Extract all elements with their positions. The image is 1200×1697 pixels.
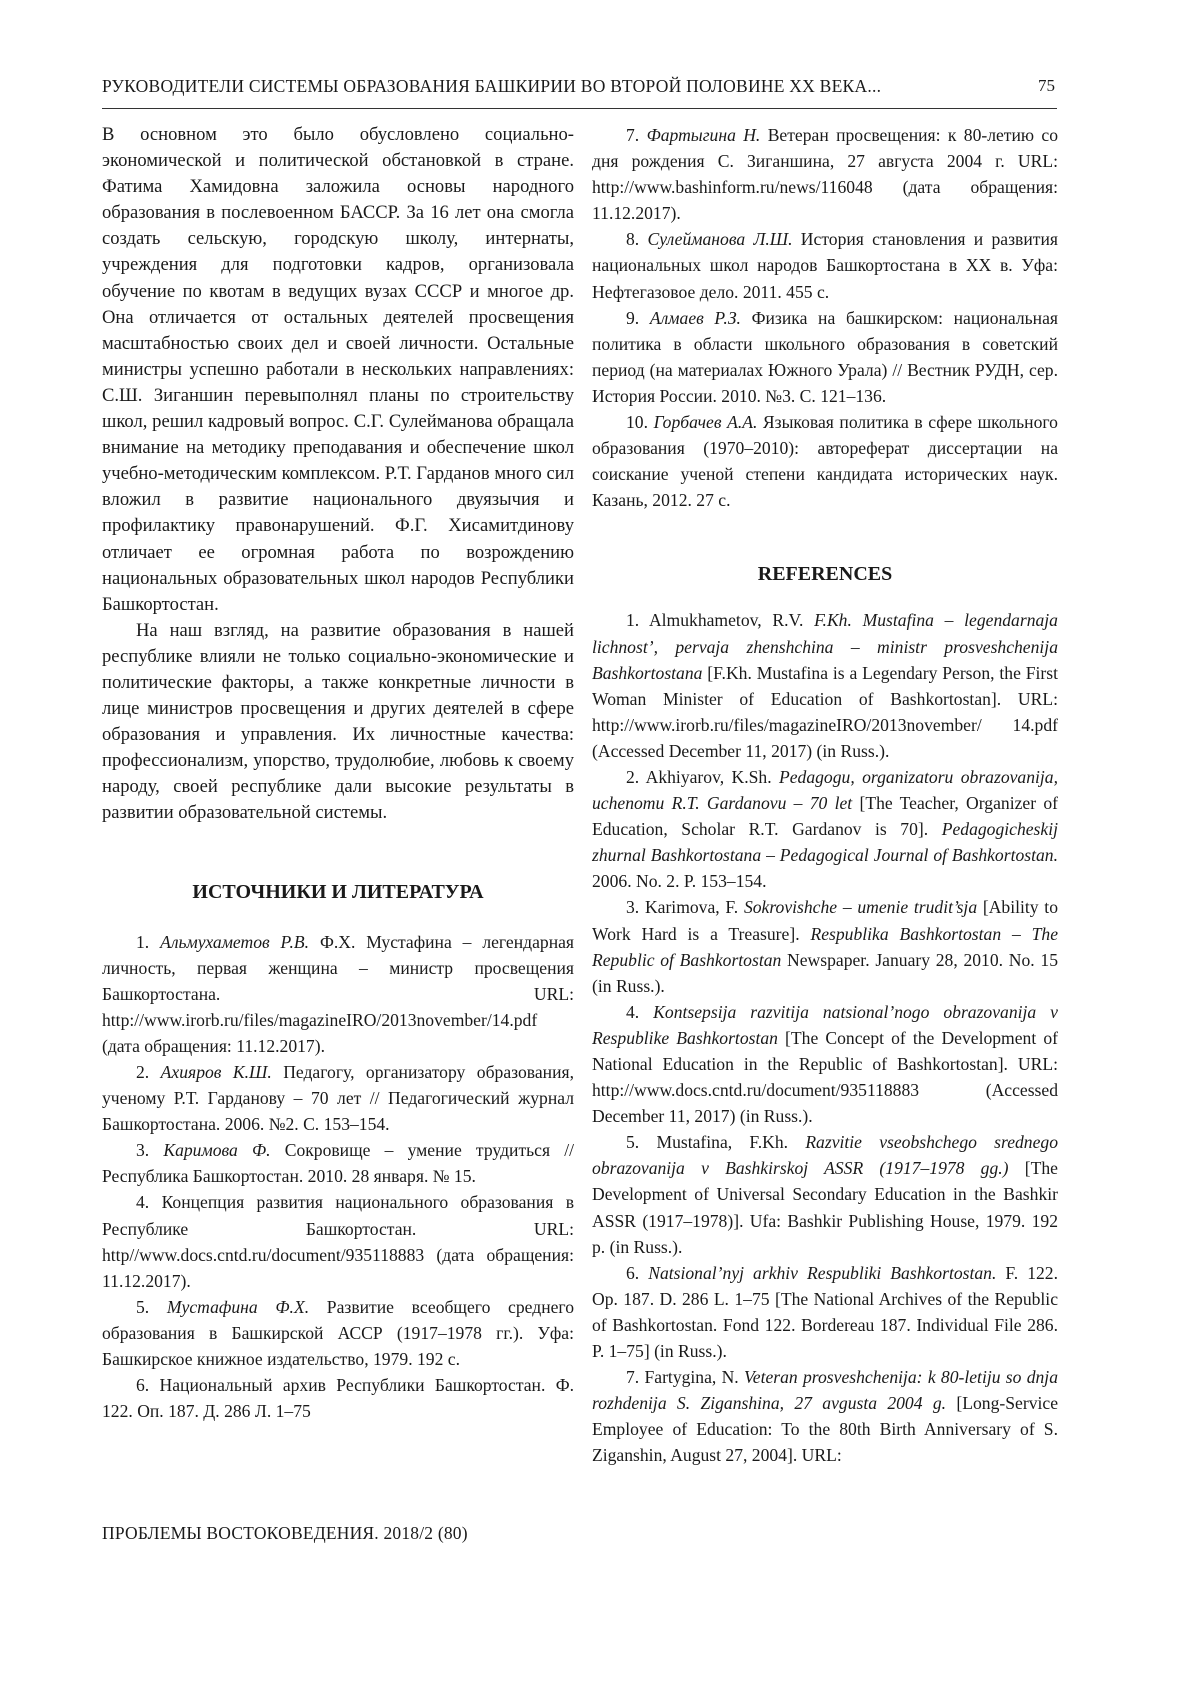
source-author: Фартыгина Н. (646, 125, 761, 145)
source-item: 7. Фартыгина Н. Ветеран просвещения: к 80-летию со дня рождения С. Зиганшина, 27 августа 2004 г. URL: http://www.bashinform.ru/news/116048 (дата обращения: 11.12.2017). (592, 125, 1059, 224)
body-paragraph: На наш взгляд, на развитие образования в нашей республике влияли не только социально-экономические и политические факторы, а также конкретные личности в лице министров просвещения и других деятелей в сфере образования и управления. Их личностные качества: профессионализм, упорство, трудолюбие, любовь к своему народу, своей республике дали высокие результаты в развитии образовательной системы. (102, 619, 574, 824)
running-header (102, 76, 1057, 109)
page-number: 75 (1038, 76, 1055, 95)
reference-item: 4. Kontsepsija razvitija natsional’nogo obrazovanija v Respublike Bashkortostan [The Concept of the Development of National Education in the Republic of Bashkortostan]. URL: http://www.docs.cntd.ru/document/935118883 (Accessed December 11, 2017) (in Russ.). (592, 1001, 1058, 1127)
source-item: 5. Мустафина Ф.Х. Развитие всеобщего среднего образования в Башкирской АССР (1917–1978 гг.). Уфа: Башкирское книжное издательство, 1979. 192 с. (102, 1296, 574, 1370)
source-author: Альмухаметов Р.В. (160, 931, 310, 952)
source-item: 9. Алмаев Р.З. Физика на башкирском: национальная политика в области школьного образования в советский период (на материалах Южного Урала) // Вестник РУДН, сер. История России. 2010. №3. С. 121–136. (592, 307, 1058, 406)
references-heading: REFERENCES (757, 563, 893, 586)
reference-item: 5. Mustafina, F.Kh. Razvitie vseobshchego srednego obrazovanija v Bashkirskoj ASSR (1917–1978 gg.) [The Development of Universal Secondary Education in the Bashkir ASSR (1917–1978)]. Ufa: Bashkir Publishing House, 1979. 192 p. (in Russ.). (592, 1132, 1058, 1257)
sources-list-continued (592, 122, 1058, 513)
source-item: 10. Горбачев А.А. Языковая политика в сфере школьного образования (1970–2010): автореферат диссертации на соискание ученой степени кандидата исторических наук. Казань, 2012. 27 с. (592, 412, 1058, 511)
journal-footer: ПРОБЛЕМЫ ВОСТОКОВЕДЕНИЯ. 2018/2 (80) (102, 1523, 468, 1543)
reference-item: 6. Natsional’nyj arkhiv Respubliki Bashkortostan. F. 122. Op. 187. D. 286 L. 1–75 [The National Archives of the Republic of Bashkortostan. Fond 122. Bordereau 187. Individual File 286. P. 1–75] (in Russ.). (592, 1262, 1058, 1362)
source-author: Ахияров К.Ш. (160, 1062, 272, 1082)
sources-list (102, 929, 574, 1425)
source-item: 8. Сулейманова Л.Ш. История становления и развития национальных школ народов Башкортостана в XX в. Уфа: Нефтегазовое дело. 2011. 455 с. (592, 229, 1058, 302)
right-column (592, 122, 1058, 1469)
source-item: 4. Концепция развития национального образования в Республике Башкортостан. URL: http//www.docs.cntd.ru/document/935118883 (дата обращения: 11.12.2017). (102, 1192, 574, 1291)
reference-item: 1. Almukhametov, R.V. F.Kh. Mustafina – legendarnaja lichnost’, pervaja zhenshchina – ministr prosveshchenija Bashkortostana [F.Kh. Mustafina is a Legendary Person, the First Woman Minister of Education of Bashkortostan]. URL: http://www.irorb.ru/files/magazineIRO/2013november/ 14.pdf (Accessed December 11, 2017) (in Russ.). (592, 610, 1058, 761)
source-author: Каримова Ф. (163, 1140, 271, 1161)
reference-item: 7. Fartygina, N. Veteran prosveshchenija: k 80-letiju so dnja rozhdenija S. Ziganshina, 27 avgusta 2004 g. [Long-Service Employee of Education: To the 80th Birth Anniversary of S. Ziganshin, August 27, 2004]. URL: (592, 1367, 1058, 1466)
source-item: 3. Каримова Ф. Сокровище – умение трудиться // Республика Башкортостан. 2010. 28 января. № 15. (102, 1140, 575, 1187)
reference-item: 2. Akhiyarov, K.Sh. Pedagogu, organizatoru obrazovanija, uchenomu R.T. Gardanovu – 70 let [The Teacher, Organizer of Education, Scholar R.T. Gardanov is 70]. Pedagogicheskij zhurnal Bashkortostana – Pedagogical Journal of Bashkortostan. 2006. No. 2. P. 153–154. (592, 766, 1058, 892)
source-author: Сулейманова Л.Ш. (647, 229, 793, 250)
source-item: 1. Альмухаметов Р.В. Ф.Х. Мустафина – легендарная личность, первая женщина – министр просвещения Башкортостана. URL: http://www.irorb.ru/files/magazineIRO/2013november/14.pdf (дата обращения: 11.12.2017). (102, 931, 575, 1056)
reference-item: 3. Karimova, F. Sokrovishche – umenie trudit’sja [Ability to Work Hard is a Treasure]. Respublika Bashkortostan – The Republic of Bashkortostan Newspaper. January 28, 2010. No. 15 (in Russ.). (592, 897, 1059, 996)
header-title: РУКОВОДИТЕЛИ СИСТЕМЫ ОБРАЗОВАНИЯ БАШКИРИИ ВО ВТОРОЙ ПОЛОВИНЕ XX ВЕКА... (102, 76, 882, 96)
body-paragraph: В основном это было обусловлено социально-экономической и политической обстановкой в стране. Фатима Хамидовна заложила основы народного образования в послевоенном БАССР. За 16 лет она смогла создать сельскую, городскую школу, интернаты, учреждения для подготовки кадров, организовала обучение по квотам в ведущих вузах СССР и многое др. Она отличается от остальных деятелей просвещения масштабностью своих дел и своей личности. Остальные министры успешно работали в нескольких направлениях: С.Ш. Зиганшин перевыполнял планы по строительству школ, решил кадровый вопрос. С.Г. Сулейманова обращала внимание на методику преподавания и обеспечение школ учебно-методическим комплексом. Р.Т. Гарданов много сил вложил в развитие национального двуязычия и профилактику правонарушений. Ф.Г. Хисамитдинову отличает ее огромная работа по возрождению национальных образовательных школ народов Республики Башкортостан. (102, 124, 574, 615)
references-list (592, 607, 1058, 1468)
source-item: 2. Ахияров К.Ш. Педагогу, организатору образования, ученому Р.Т. Гарданову – 70 лет // Педагогический журнал Башкортостана. 2006. №2. С. 153–154. (102, 1062, 574, 1135)
source-author: Алмаев Р.З. (649, 307, 741, 328)
source-author: Мустафина Ф.Х. (166, 1296, 310, 1317)
source-item: 6. Национальный архив Республики Башкортостан. Ф. 122. Оп. 187. Д. 286 Л. 1–75 (102, 1375, 574, 1422)
left-column (102, 122, 574, 1424)
sources-heading: ИСТОЧНИКИ И ЛИТЕРАТУРА (192, 880, 484, 903)
source-author: Горбачев А.А. (653, 412, 758, 433)
